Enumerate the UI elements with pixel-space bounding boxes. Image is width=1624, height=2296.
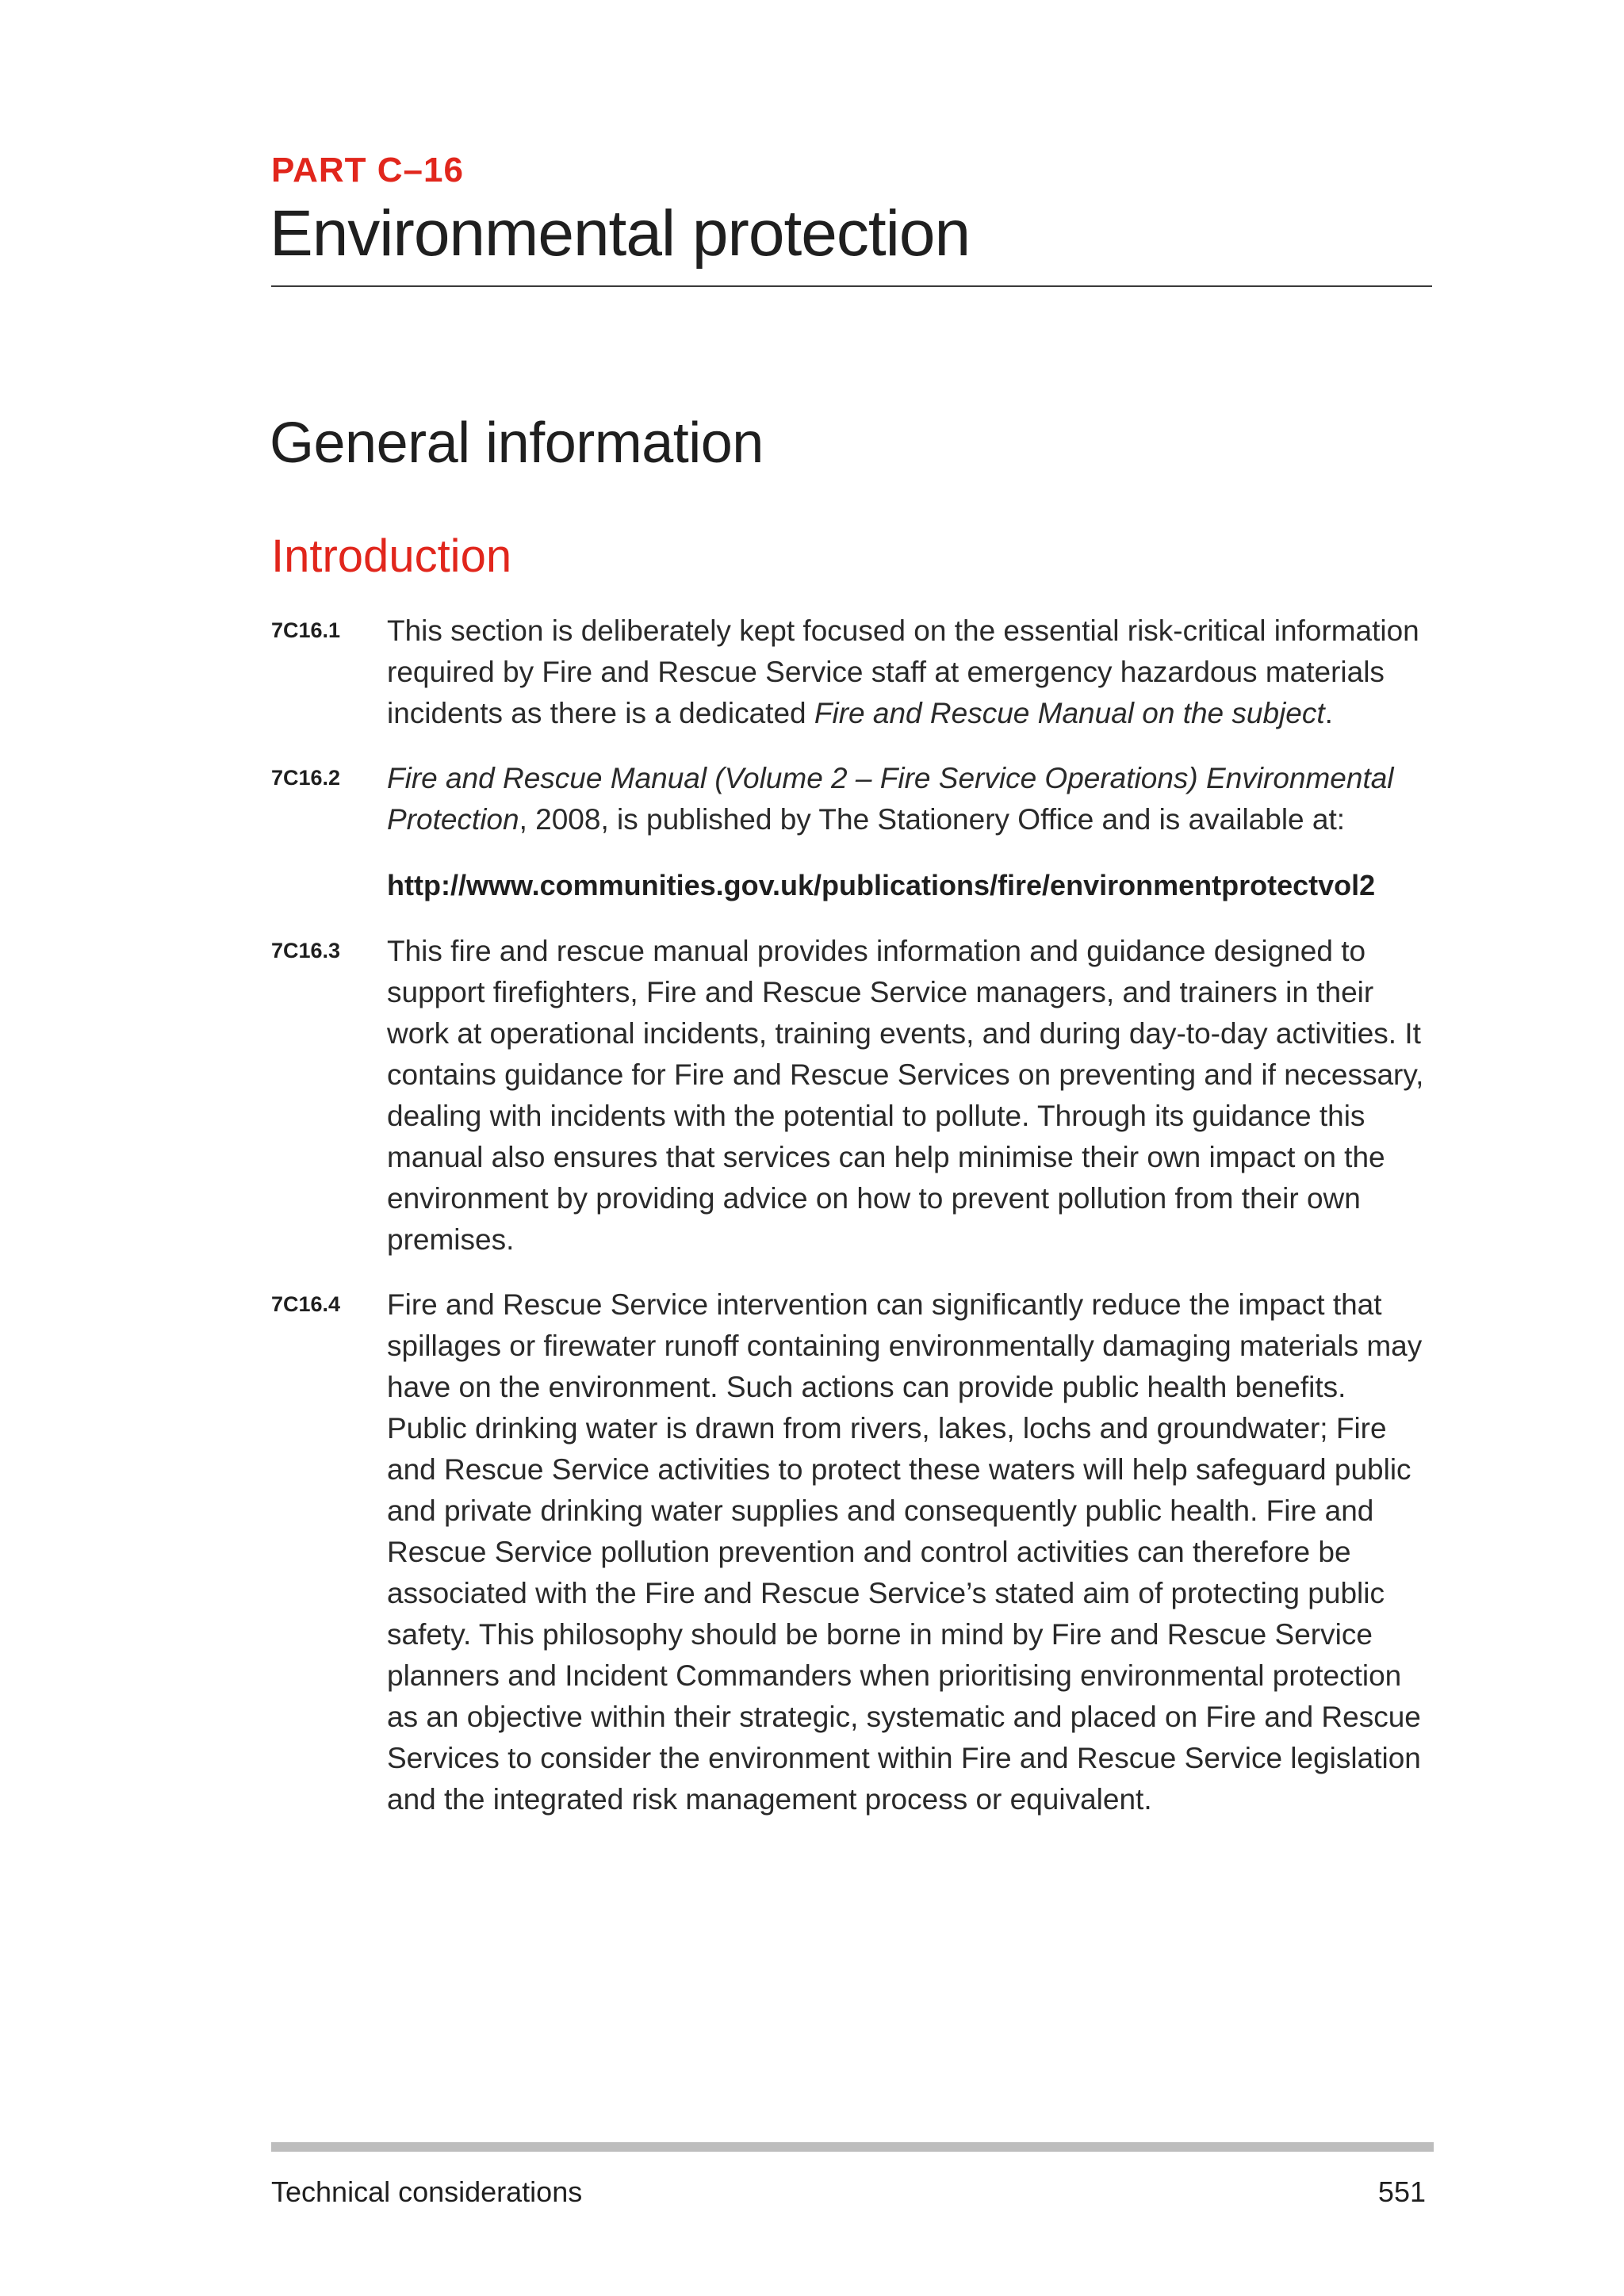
chapter-title: Environmental protection <box>270 197 971 270</box>
section-heading: General information <box>270 411 764 475</box>
title-divider <box>271 285 1432 287</box>
paragraph-italic-text: Fire and Rescue Manual on the subject <box>814 697 1325 729</box>
paragraph-number: 7C16.1 <box>271 618 341 642</box>
paragraph-number: 7C16.3 <box>271 939 341 962</box>
paragraph-text-part: . <box>1324 697 1333 729</box>
paragraph-number: 7C16.2 <box>271 766 341 790</box>
paragraph-number: 7C16.4 <box>271 1292 341 1316</box>
paragraph-text <box>387 610 1434 734</box>
paragraph-text: This fire and rescue manual provides information and guidance designed to support firefighters, Fire and Rescue Service managers, and trainers in their work at operational incidents, training events, and during day-to-day activities. It contains guidance for Fire and Rescue Services on preventing and if necessary, dealing with incidents with the potential to pollute. Through its guidance this manual also ensures that services can help minimise their own impact on the environment by providing advice on how to prevent pollution from their own premises. <box>387 935 1424 1256</box>
page-number: 551 <box>1377 2175 1426 2208</box>
paragraph-text <box>387 758 1434 840</box>
paragraph-italic-text: Fire and Rescue Manual (Volume 2 – Fire Service Operations) Environmental Protection <box>387 762 1394 836</box>
footer-section-title: Technical considerations <box>271 2175 583 2208</box>
paragraph-text-part: , 2008, is published by The Stationery Office and is available at: <box>519 803 1346 836</box>
paragraph-text-part: This section is deliberately kept focused on the essential risk-critical information required by Fire and Rescue Service staff at emergency hazardous materials incidents as there is a dedicated <box>387 614 1419 729</box>
paragraph-text: Fire and Rescue Service intervention can significantly reduce the impact that spillages or firewater runoff containing environmentally damaging materials may have on the environment. Such actions can provide public health benefits. Public drinking water is drawn from rivers, lakes, lochs and groundwater; Fire and Rescue Service activities to protect these waters will help safeguard public and private drinking water supplies and consequently public health. Fire and Rescue Service pollution prevention and control activities can therefore be associated with the Fire and Rescue Service’s stated aim of protecting public safety. This philosophy should be borne in mind by Fire and Rescue Service planners and Incident Commanders when prioritising environmental protection as an objective within their strategic, systematic and placed on Fire and Rescue Services to consider the environment within Fire and Rescue Service legislation and the integrated risk management process or equivalent. <box>387 1288 1423 1816</box>
part-label: PART C–16 <box>271 151 464 189</box>
footer-divider <box>271 2142 1434 2152</box>
publication-url-link[interactable]: http://www.communities.gov.uk/publications/fire/environmentprotectvol2 <box>387 869 1376 901</box>
subsection-heading: Introduction <box>271 530 512 582</box>
